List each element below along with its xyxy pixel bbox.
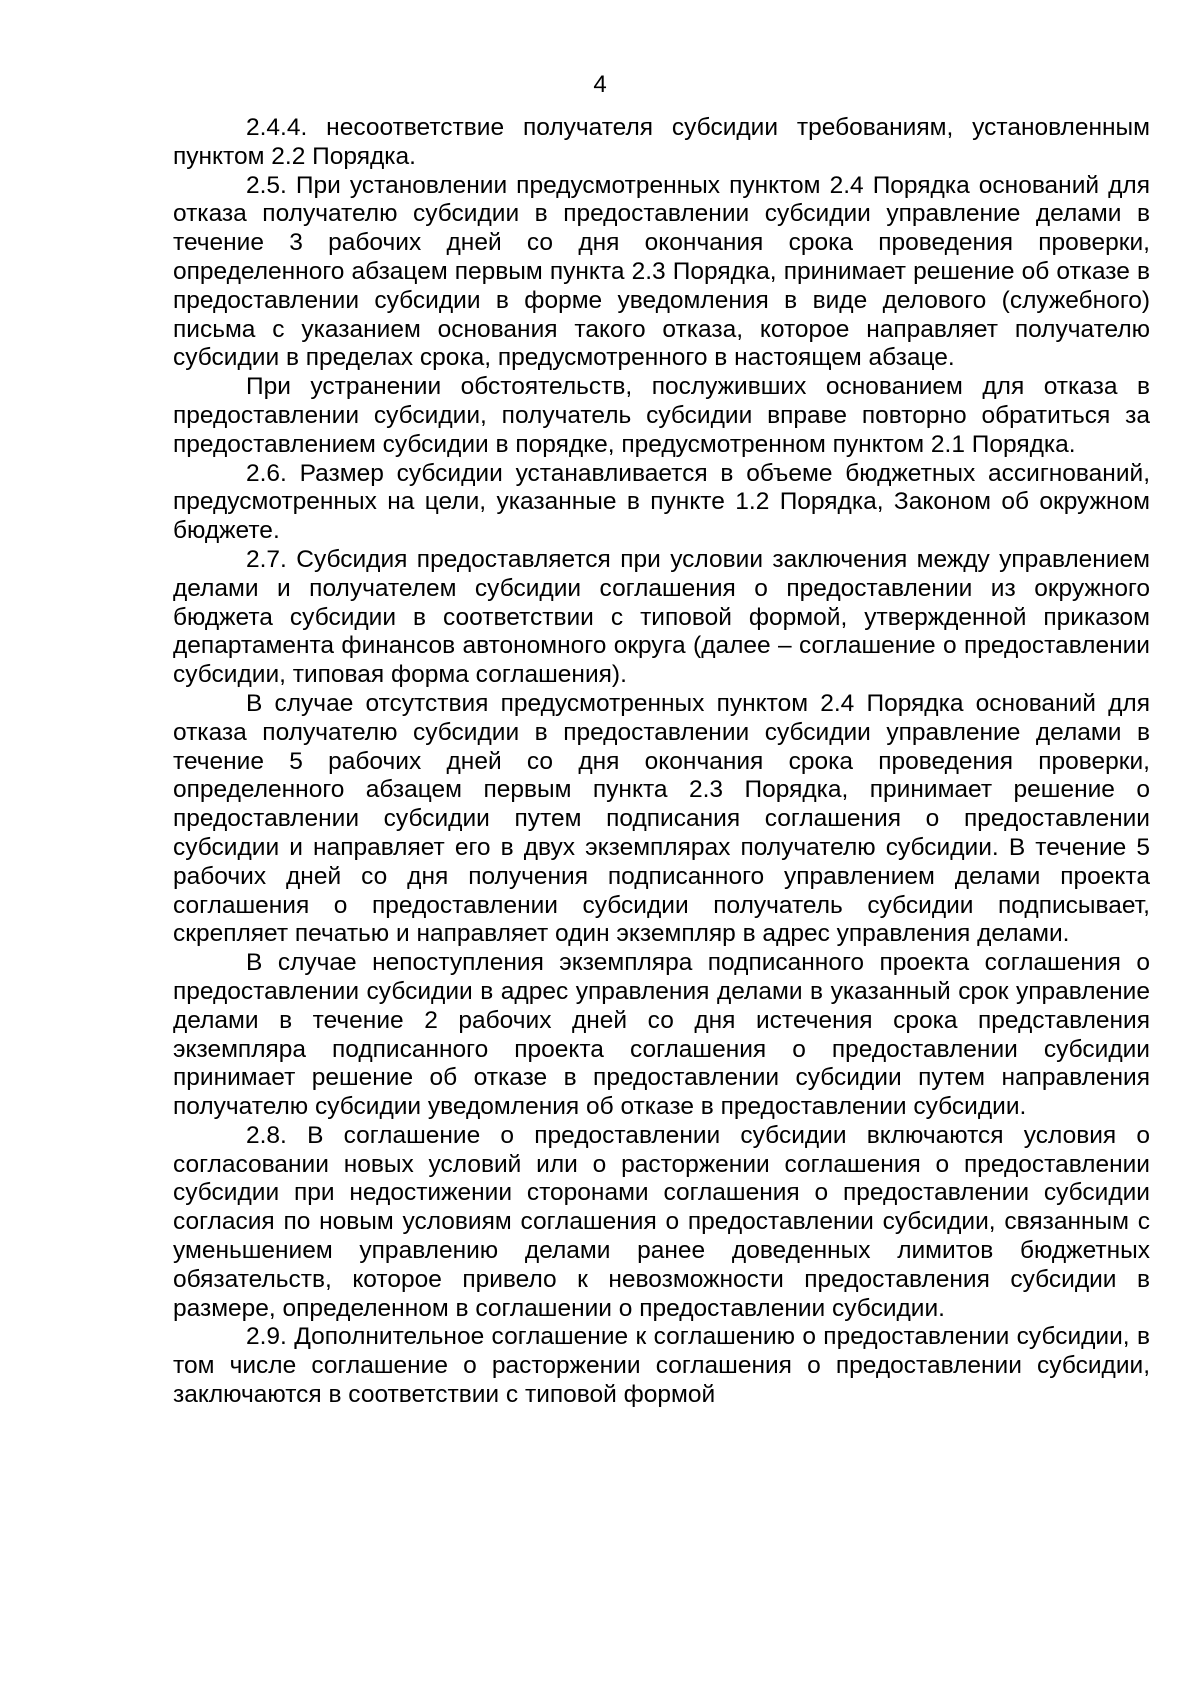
document-body xyxy=(173,114,1150,1410)
paragraph-2-5-continuation: При устранении обстоятельств, послуживших основанием для отказа в предоставлении субсидии, получатель субсидии вправе повторно обратиться за предоставлением субсидии в порядке, предусмотренном пунктом 2.1 Порядка. xyxy=(173,373,1150,458)
paragraph-2-4-4: 2.4.4. несоответствие получателя субсидии требованиям, установленным пунктом 2.2 Порядка. xyxy=(173,114,1150,170)
paragraph-2-7-nonreceipt: В случае непоступления экземпляра подписанного проекта соглашения о предоставлении субсидии в адрес управления делами в указанный срок управление делами в течение 2 рабочих дней со дня истечения срока представления экземпляра подписанного проекта соглашения о предоставлении субсидии принимает решение об отказе в предоставлении субсидии путем направления получателю субсидии уведомления об отказе в предоставлении субсидии. xyxy=(173,949,1150,1121)
paragraph-2-7-continuation: В случае отсутствия предусмотренных пунктом 2.4 Порядка оснований для отказа получателю субсидии в предоставлении субсидии управление делами в течение 5 рабочих дней со дня окончания срока проведения проверки, определенного абзацем первым пункта 2.3 Порядка, принимает решение о предоставлении субсидии путем подписания соглашения о предоставлении субсидии и направляет его в двух экземплярах получателю субсидии. В течение 5 рабочих дней со дня получения подписанного управлением делами проекта соглашения о предоставлении субсидии получатель субсидии подписывает, скрепляет печатью и направляет один экземпляр в адрес управления делами. xyxy=(173,689,1150,948)
paragraph-2-9: 2.9. Дополнительное соглашение к соглашению о предоставлении субсидии, в том числе соглашение о расторжении соглашения о предоставлении субсидии, заключаются в соответствии с типовой формой xyxy=(173,1323,1150,1409)
page-number: 4 xyxy=(593,71,607,98)
paragraph-2-7: 2.7. Субсидия предоставляется при условии заключения между управлением делами и получателем субсидии соглашения о предоставлении из окружного бюджета субсидии в соответствии с типовой формой, утвержденной приказом департамента финансов автономного округа (далее – соглашение о предоставлении субсидии, типовая форма соглашения). xyxy=(173,545,1150,689)
paragraph-2-6: 2.6. Размер субсидии устанавливается в объеме бюджетных ассигнований, предусмотренных на цели, указанные в пункте 1.2 Порядка, Законом об окружном бюджете. xyxy=(173,459,1150,545)
paragraph-2-5: 2.5. При установлении предусмотренных пунктом 2.4 Порядка оснований для отказа получателю субсидии в предоставлении субсидии управление делами в течение 3 рабочих дней со дня окончания срока проведения проверки, определенного абзацем первым пункта 2.3 Порядка, принимает решение об отказе в предоставлении субсидии в форме уведомления в виде делового (служебного) письма с указанием основания такого отказа, которое направляет получателю субсидии в пределах срока, предусмотренного в настоящем абзаце. xyxy=(173,171,1150,372)
paragraph-2-8: 2.8. В соглашение о предоставлении субсидии включаются условия о согласовании новых условий или о расторжении соглашения о предоставлении субсидии при недостижении сторонами соглашения о предоставлении субсидии согласия по новым условиям соглашения о предоставлении субсидии, связанным с уменьшением управлению делами ранее доведенных лимитов бюджетных обязательств, которое привело к невозможности предоставления субсидии в размере, определенном в соглашении о предоставлении субсидии. xyxy=(173,1121,1150,1322)
